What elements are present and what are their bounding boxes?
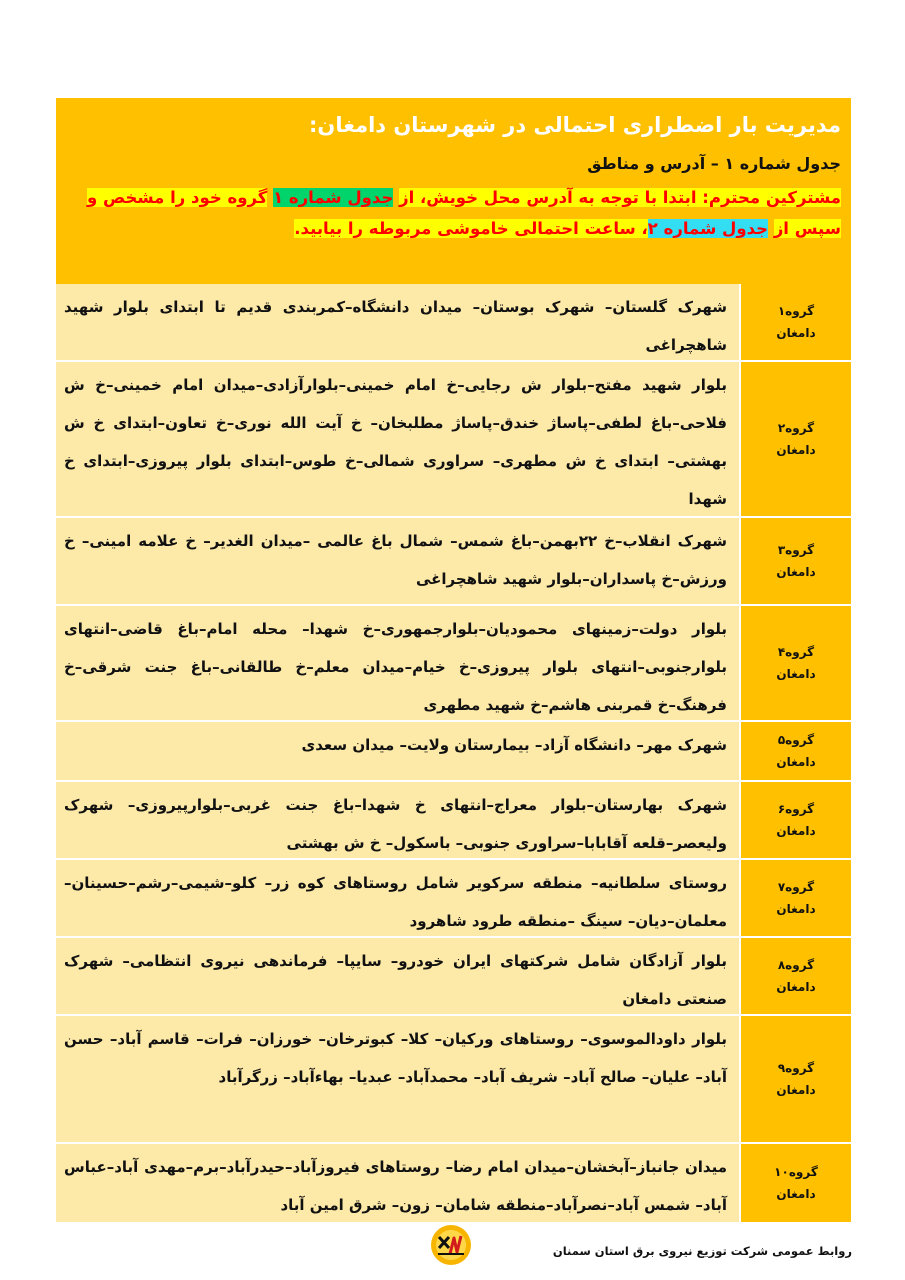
- group-cell: [739, 1144, 851, 1222]
- city-label: دامغان: [776, 326, 816, 340]
- address-cell: شهرک مهر– دانشگاه آزاد– بیمارستان ولایت– میدان سعدی: [56, 722, 739, 780]
- group-label: گروه۱: [777, 304, 815, 318]
- address-cell: شهرک انقلاب–خ ۲۲بهمن–باغ شمس– شمال باغ عالمی –میدان الغدیر– خ علامه امینی– خ ورزش–خ پاسداران–بلوار شهید شاهچراغی: [56, 518, 739, 604]
- notice-part-1: مشترکین محترم: ابتدا با توجه به آدرس محل خویش، از: [399, 188, 841, 207]
- notice-table2-highlight: جدول شماره ۲: [647, 219, 769, 238]
- city-label: دامغان: [776, 755, 816, 769]
- table-row: [56, 1016, 851, 1144]
- group-label: گروه۴: [777, 645, 815, 659]
- notice-table1-highlight: جدول شماره ۱: [273, 188, 394, 207]
- group-label: گروه۳: [777, 543, 815, 557]
- table-row: [56, 938, 851, 1016]
- address-cell: روستای سلطانیه– منطقه سرکویر شامل روستاهای کوه زر– کلو–شیمی–رشم–حسینان–معلمان–دیان– سینگ –منطقه طرود شاهرود: [56, 860, 739, 936]
- address-cell: بلوار شهید مفتح–بلوار ش رجایی–خ امام خمینی–بلوارآزادی–میدان امام خمینی–خ ش فلاحی–باغ لطفی–پاساژ خندق–پاساژ مطلبخان– خ آیت الله نوری–خ تعاون–ابتدای خ ش بهشتی– ابتدای خ ش مطهری– سراوری شمالی–خ طوس–ابتدای بلوار پیروزی–ابتدای خ شهدا: [56, 362, 739, 516]
- group-label: گروه۶: [777, 802, 815, 816]
- group-label: گروه۱۰: [774, 1165, 818, 1179]
- city-label: دامغان: [776, 980, 816, 994]
- city-label: دامغان: [776, 443, 816, 457]
- table-row: [56, 362, 851, 518]
- group-label: گروه۵: [777, 733, 815, 747]
- table-row: [56, 284, 851, 362]
- table-row: [56, 782, 851, 860]
- city-label: دامغان: [776, 565, 816, 579]
- group-label: گروه۲: [777, 421, 815, 435]
- city-label: دامغان: [776, 1187, 816, 1201]
- notice-part-3: ، ساعت احتمالی خاموشی مربوطه را بیابید.: [294, 219, 648, 238]
- group-cell: [739, 362, 851, 516]
- power-distribution-logo-icon: [430, 1224, 472, 1266]
- footer: [526, 1218, 856, 1278]
- customer-notice: [66, 182, 841, 244]
- city-label: دامغان: [776, 824, 816, 838]
- table-row: [56, 860, 851, 938]
- city-label: دامغان: [776, 1083, 816, 1097]
- group-cell: [739, 284, 851, 360]
- table-subtitle: جدول شماره ۱ – آدرس و مناطق: [587, 154, 841, 173]
- table-row: [56, 722, 851, 782]
- table-row: [56, 606, 851, 722]
- announcement-sheet: [56, 98, 851, 1222]
- address-cell: بلوار دولت–زمینهای محمودیان–بلوارجمهوری–خ شهدا– محله امام–باغ قاضی–انتهای بلوارجنوبی–انتهای بلوار پیروزی–خ خیام–میدان معلم–خ طالقانی–باغ جنت شرقی–خ فرهنگ–خ قمربنی هاشم–خ شهید مطهری: [56, 606, 739, 720]
- page-title: مدیریت بار اضطراری احتمالی در شهرستان دامغان:: [309, 113, 841, 137]
- group-cell: [739, 722, 851, 780]
- group-cell: [739, 1016, 851, 1142]
- address-cell: شهرک گلستان– شهرک بوستان– میدان دانشگاه–کمربندی قدیم تا ابتدای بلوار شهید شاهچراغی: [56, 284, 739, 360]
- group-label: گروه۷: [777, 880, 815, 894]
- city-label: دامغان: [776, 902, 816, 916]
- table-row: [56, 1144, 851, 1222]
- group-label: گروه۸: [777, 958, 815, 972]
- group-label: گروه۹: [777, 1061, 815, 1075]
- header-box: [56, 98, 851, 284]
- table-row: [56, 518, 851, 606]
- city-label: دامغان: [776, 667, 816, 681]
- address-cell: بلوار آزادگان شامل شرکتهای ایران خودرو– سایپا– فرماندهی نیروی انتظامی– شهرک صنعتی دامغان: [56, 938, 739, 1014]
- group-cell: [739, 938, 851, 1014]
- group-cell: [739, 606, 851, 720]
- notice-part-2: گروه خود را مشخص و سپس از: [86, 188, 841, 238]
- groups-table: [56, 284, 851, 1222]
- address-cell: بلوار داودالموسوی– روستاهای ورکیان– کلا– کبوترخان– خورزان– فرات– قاسم آباد– حسن آباد– علیان– صالح آباد– شریف آباد– محمدآباد– عبدیا– بهاءآباد– زرگرآباد: [56, 1016, 739, 1142]
- address-cell: شهرک بهارستان–بلوار معراج–انتهای خ شهدا–باغ جنت غربی–بلوارپیروزی– شهرک ولیعصر–قلعه آقابابا–سراوری جنوبی– باسکول– خ ش بهشتی: [56, 782, 739, 858]
- group-cell: [739, 518, 851, 604]
- group-cell: [739, 782, 851, 858]
- group-cell: [739, 860, 851, 936]
- footer-credit: روابط عمومی شرکت توزیع نیروی برق استان سمنان: [552, 1244, 852, 1258]
- address-cell: میدان جانباز–آبخشان–میدان امام رضا– روستاهای فیروزآباد–حیدرآباد–برم–مهدی آباد–عباس آباد– شمس آباد–نصرآباد–منطقه شامان– زون– شرق امین آباد: [56, 1144, 739, 1222]
